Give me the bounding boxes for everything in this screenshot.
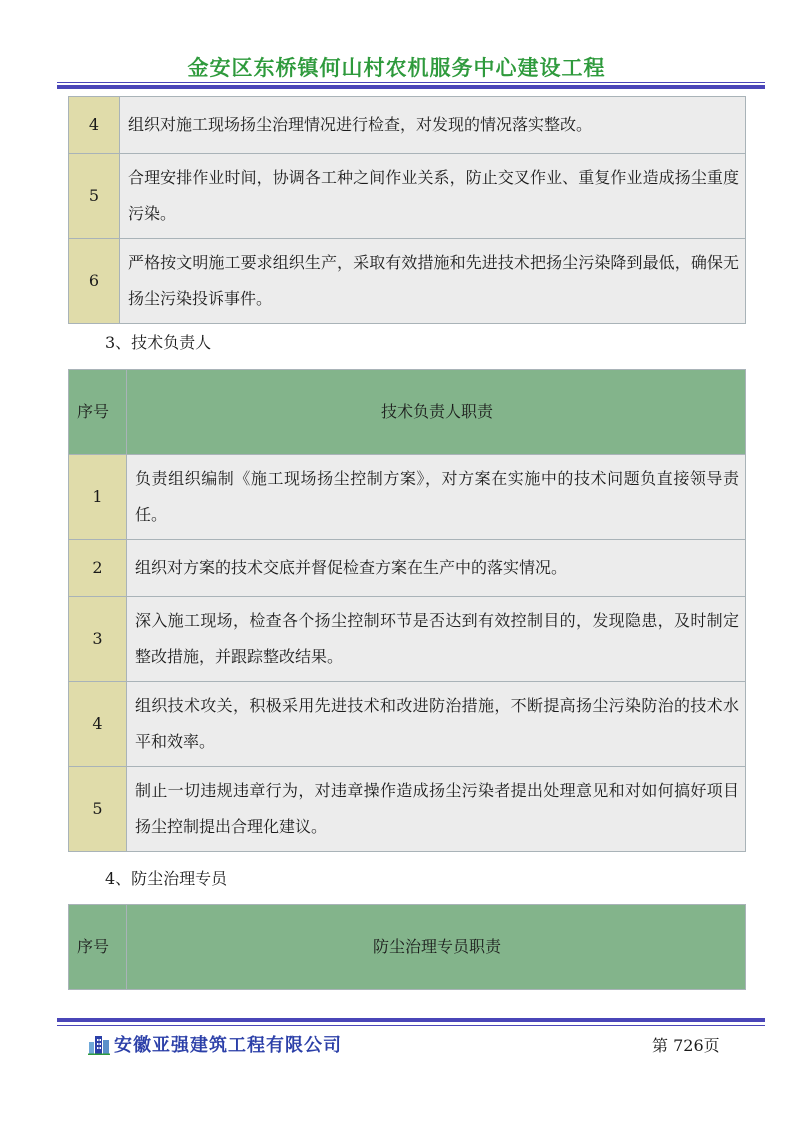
table-row <box>69 455 746 540</box>
column-header-number: 序号 <box>69 905 127 990</box>
row-text: 组织对方案的技术交底并督促检查方案在生产中的落实情况。 <box>127 540 746 597</box>
column-header-duty: 防尘治理专员职责 <box>127 905 746 990</box>
table-header-row <box>69 905 746 990</box>
footer-rule-thin <box>57 1025 765 1026</box>
table-row <box>69 154 746 239</box>
page-number: 第 726页 <box>652 1036 720 1055</box>
row-number: 5 <box>69 767 127 852</box>
column-header-number: 序号 <box>69 370 127 455</box>
table-row <box>69 767 746 852</box>
section-heading-dust-control-officer: 4、防尘治理专员 <box>105 869 228 888</box>
row-text: 负责组织编制《施工现场扬尘控制方案》，对方案在实施中的技术问题负直接领导责任。 <box>127 455 746 540</box>
footer-company <box>88 1031 342 1057</box>
row-number: 4 <box>69 682 127 767</box>
document-header-title: 金安区东桥镇何山村农机服务中心建设工程 <box>187 56 606 80</box>
table-row <box>69 682 746 767</box>
row-text: 组织对施工现场扬尘治理情况进行检查，对发现的情况落实整改。 <box>120 97 746 154</box>
table-row <box>69 239 746 324</box>
table-row <box>69 97 746 154</box>
row-text: 组织技术攻关，积极采用先进技术和改进防治措施，不断提高扬尘污染防治的技术水平和效率。 <box>127 682 746 767</box>
row-text: 合理安排作业时间，协调各工种之间作业关系，防止交叉作业、重复作业造成扬尘重度污染。 <box>120 154 746 239</box>
row-text: 深入施工现场，检查各个扬尘控制环节是否达到有效控制目的，发现隐患，及时制定整改措施，并跟踪整改结果。 <box>127 597 746 682</box>
section-heading-technical-lead: 3、技术负责人 <box>105 333 212 352</box>
column-header-duty: 技术负责人职责 <box>127 370 746 455</box>
row-number: 4 <box>69 97 120 154</box>
building-logo-icon <box>88 1033 110 1055</box>
table-row <box>69 597 746 682</box>
row-number: 1 <box>69 455 127 540</box>
row-text: 制止一切违规违章行为，对违章操作造成扬尘污染者提出处理意见和对如何搞好项目扬尘控制提出合理化建议。 <box>127 767 746 852</box>
company-name: 安徽亚强建筑工程有限公司 <box>114 1035 342 1056</box>
row-number: 6 <box>69 239 120 324</box>
duty-table-continued <box>68 96 746 324</box>
row-text: 严格按文明施工要求组织生产，采取有效措施和先进技术把扬尘污染降到最低，确保无扬尘污染投诉事件。 <box>120 239 746 324</box>
footer-rule-thick <box>57 1018 765 1022</box>
row-number: 3 <box>69 597 127 682</box>
row-number: 2 <box>69 540 127 597</box>
duty-table-technical-lead <box>68 369 746 852</box>
table-row <box>69 540 746 597</box>
row-number: 5 <box>69 154 120 239</box>
header-rule-thick <box>57 85 765 89</box>
duty-table-dust-control-officer <box>68 904 746 990</box>
table-header-row <box>69 370 746 455</box>
header-rule-thin <box>57 82 765 83</box>
